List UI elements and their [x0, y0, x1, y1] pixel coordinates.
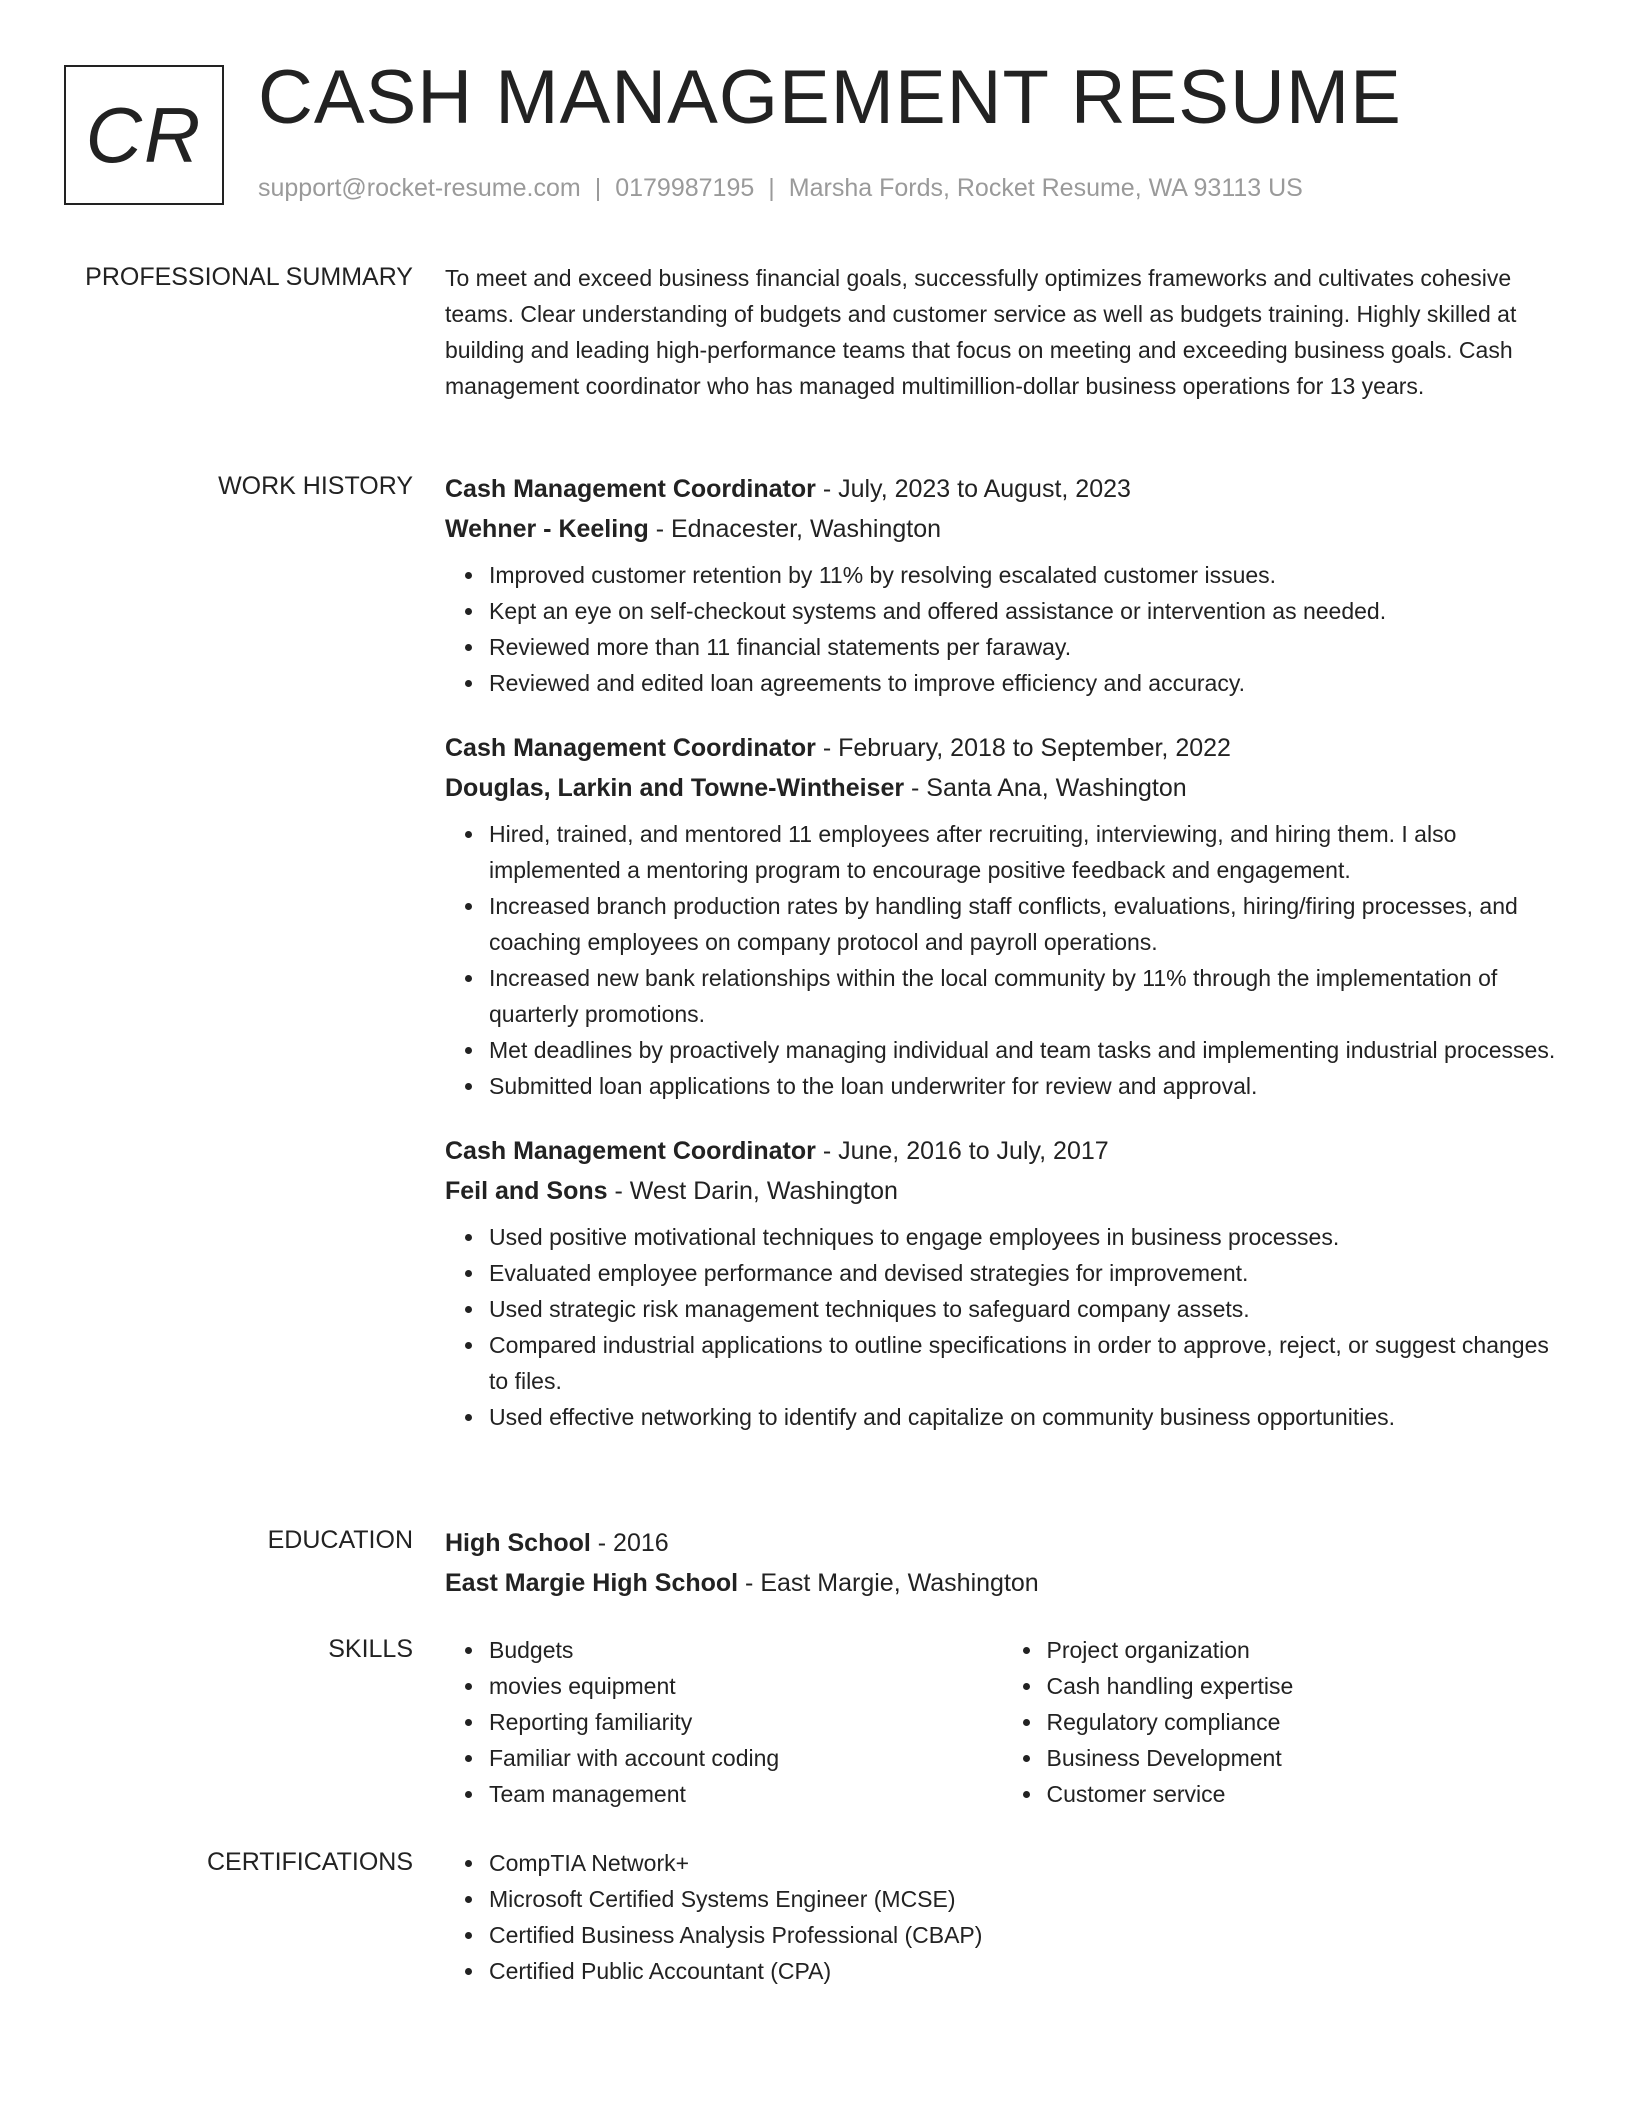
education-degree: High School: [445, 1529, 591, 1557]
education-year: - 2016: [590, 1529, 669, 1557]
resume-title: CASH MANAGEMENT RESUME: [258, 55, 1402, 140]
education-school-line: [445, 1563, 1560, 1603]
skill-item: Project organization: [1047, 1632, 1561, 1668]
job-location: - Santa Ana, Washington: [904, 774, 1187, 802]
job-title-line: [445, 728, 1560, 768]
section-label-skills: SKILLS: [328, 1635, 413, 1663]
job-bullets: [445, 1219, 1560, 1435]
job-dates: - February, 2018 to September, 2022: [815, 734, 1231, 762]
job-entry: [445, 1131, 1560, 1435]
list-item: Used strategic risk management techniques to safeguard company assets.: [489, 1291, 1560, 1327]
list-item: Submitted loan applications to the loan underwriter for review and approval.: [489, 1068, 1560, 1104]
skill-item: Team management: [489, 1776, 1003, 1812]
list-item: Evaluated employee performance and devised strategies for improvement.: [489, 1255, 1560, 1291]
contact-address: Marsha Fords, Rocket Resume, WA 93113 US: [788, 174, 1303, 202]
skill-item: Reporting familiarity: [489, 1704, 1003, 1740]
skills-list-right: [1003, 1632, 1561, 1812]
job-title: Cash Management Coordinator: [445, 475, 816, 503]
monogram-initials: CR: [85, 90, 203, 179]
certification-item: Certified Business Analysis Professional (CBAP): [489, 1917, 1560, 1953]
job-title: Cash Management Coordinator: [445, 734, 816, 762]
contact-separator: |: [768, 174, 775, 202]
list-item: Increased new bank relationships within the local community by 11% through the implementation of quarterly promotions.: [489, 960, 1560, 1032]
list-item: Used positive motivational techniques to engage employees in business processes.: [489, 1219, 1560, 1255]
education-location: - East Margie, Washington: [738, 1569, 1039, 1597]
skill-item: Business Development: [1047, 1740, 1561, 1776]
education-school: East Margie High School: [445, 1569, 739, 1597]
section-label-education: EDUCATION: [267, 1526, 413, 1554]
contact-separator: |: [594, 174, 602, 202]
list-item: Compared industrial applications to outline specifications in order to approve, reject, or suggest changes to files.: [489, 1327, 1560, 1399]
skill-item: Familiar with account coding: [489, 1740, 1003, 1776]
summary-text: To meet and exceed business financial goals, successfully optimizes frameworks and cultivates cohesive teams. Clear understanding of budgets and customer service as well as budgets training. Highly skilled at building and leading high-performance teams that focus on meeting and exceeding business goals. Cash management coordinator who has managed multimillion-dollar business operations for 13 years.: [445, 265, 1517, 399]
list-item: Kept an eye on self-checkout systems and offered assistance or intervention as needed.: [489, 593, 1560, 629]
list-item: Reviewed more than 11 financial statements per faraway.: [489, 629, 1560, 665]
job-company-line: [445, 1171, 1560, 1211]
job-title: Cash Management Coordinator: [445, 1137, 816, 1165]
job-company: Feil and Sons: [445, 1177, 608, 1205]
job-dates: - July, 2023 to August, 2023: [815, 475, 1131, 503]
job-company: Wehner - Keeling: [445, 515, 649, 543]
job-bullets: [445, 816, 1560, 1104]
job-entry: [445, 469, 1560, 701]
job-location: - Ednacester, Washington: [648, 515, 942, 543]
certification-item: Microsoft Certified Systems Engineer (MCSE): [489, 1881, 1560, 1917]
monogram-box: [64, 65, 224, 205]
contact-line: [258, 174, 1303, 203]
skill-item: Regulatory compliance: [1047, 1704, 1561, 1740]
list-item: Increased branch production rates by handling staff conflicts, evaluations, hiring/firing processes, and coaching employees on company protocol and payroll operations.: [489, 888, 1560, 960]
skill-item: movies equipment: [489, 1668, 1003, 1704]
job-company-line: [445, 768, 1560, 808]
job-title-line: [445, 1131, 1560, 1171]
section-label-summary: PROFESSIONAL SUMMARY: [85, 263, 413, 291]
job-company: Douglas, Larkin and Towne-Wintheiser: [445, 774, 905, 802]
job-dates: - June, 2016 to July, 2017: [815, 1137, 1109, 1165]
contact-phone: 0179987195: [615, 174, 755, 202]
certifications-list: [445, 1845, 1560, 1989]
skill-item: Budgets: [489, 1632, 1003, 1668]
skill-item: Cash handling expertise: [1047, 1668, 1561, 1704]
list-item: Reviewed and edited loan agreements to improve efficiency and accuracy.: [489, 665, 1560, 701]
education-degree-line: [445, 1523, 1560, 1563]
list-item: Used effective networking to identify and capitalize on community business opportunities.: [489, 1399, 1560, 1435]
list-item: Improved customer retention by 11% by resolving escalated customer issues.: [489, 557, 1560, 593]
job-location: - West Darin, Washington: [607, 1177, 898, 1205]
skills-columns: [445, 1632, 1560, 1812]
job-company-line: [445, 509, 1560, 549]
certification-item: Certified Public Accountant (CPA): [489, 1953, 1560, 1989]
contact-email: support@rocket-resume.com: [258, 174, 581, 202]
skill-item: Customer service: [1047, 1776, 1561, 1812]
job-title-line: [445, 469, 1560, 509]
list-item: Met deadlines by proactively managing individual and team tasks and implementing industrial processes.: [489, 1032, 1560, 1068]
job-bullets: [445, 557, 1560, 701]
list-item: Hired, trained, and mentored 11 employees after recruiting, interviewing, and hiring them. I also implemented a mentoring program to encourage positive feedback and engagement.: [489, 816, 1560, 888]
skills-list-left: [445, 1632, 1003, 1812]
job-entry: [445, 728, 1560, 1104]
section-label-work-history: WORK HISTORY: [218, 472, 413, 500]
section-label-certifications: CERTIFICATIONS: [206, 1848, 413, 1876]
certification-item: CompTIA Network+: [489, 1845, 1560, 1881]
